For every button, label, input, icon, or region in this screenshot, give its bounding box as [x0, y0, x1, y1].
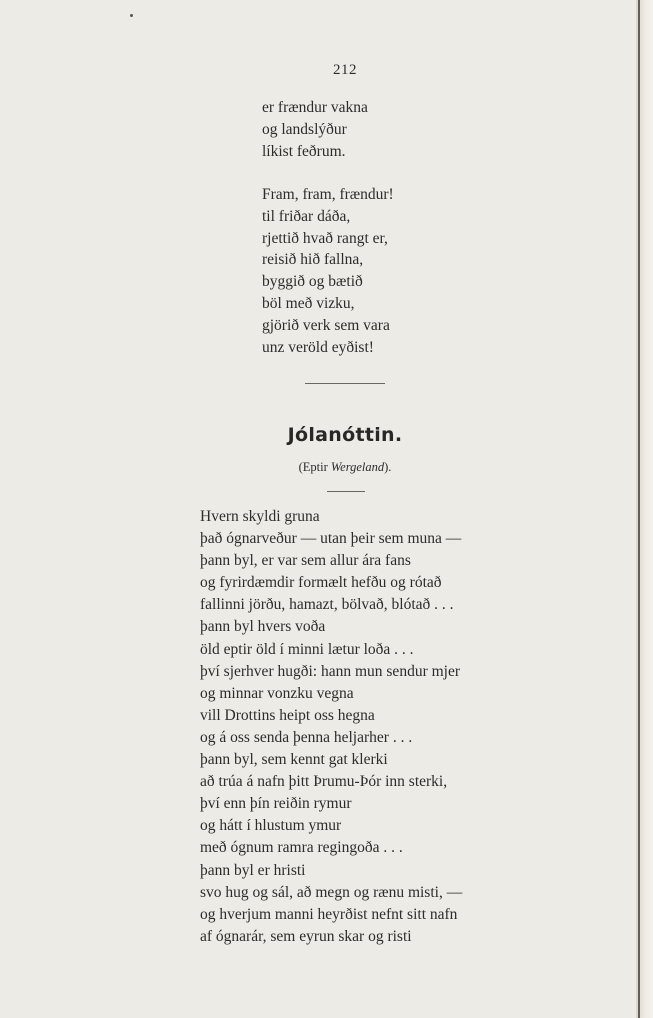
verse-line: og fyrirdæmdir formælt hefðu og rótað	[200, 574, 442, 592]
verse-line: það ógnarveður — utan þeir sem muna —	[200, 530, 462, 548]
verse-line: til friðar dáða,	[262, 207, 351, 225]
page-number: 212	[333, 62, 357, 78]
verse-line: að trúa á nafn þitt Þrumu-Þór inn sterki,	[200, 773, 448, 791]
poem-title: Jólanóttin.	[287, 424, 403, 446]
verse-line: líkist feðrum.	[262, 142, 346, 160]
verse-line: með ógnum ramra regingoða . . .	[200, 839, 403, 857]
verse-line: og landslýður	[262, 120, 347, 138]
verse-line: og hátt í hlustum ymur	[200, 817, 342, 835]
verse-line: böl með vizku,	[262, 294, 355, 312]
verse-line: unz veröld eyðist!	[262, 338, 374, 356]
ink-speck	[130, 14, 133, 17]
verse-line: af ógnarár, sem eyrun skar og risti	[200, 927, 412, 945]
stanza-2	[262, 184, 394, 358]
verse-line: rjettið hvað rangt er,	[262, 229, 388, 247]
poem-body	[200, 506, 462, 948]
verse-line: reisið hið fallna,	[262, 251, 364, 269]
verse-line: Hvern skyldi gruna	[200, 508, 320, 525]
verse-line: og hverjum manni heyrðist nefnt sitt nafn	[200, 905, 458, 923]
poem-subtitle	[0, 460, 653, 475]
verse-line: þann byl er hristi	[200, 861, 306, 879]
binding-edge	[638, 0, 640, 1018]
verse-line: fallinni jörðu, hamazt, bölvað, blótað . . .	[200, 596, 454, 614]
verse-line: svo hug og sál, að megn og rænu misti, —	[200, 883, 463, 901]
verse-line: byggið og bætið	[262, 273, 363, 291]
verse-line: og á oss senda þenna heljarher . . .	[200, 728, 413, 746]
subtitle-prefix: (Eptir	[298, 460, 331, 474]
subtitle-suffix: ).	[384, 460, 392, 474]
verse-line: því enn þín reiðin rymur	[200, 795, 352, 813]
verse-line: því sjerhver hugði: hann mun sendur mjer	[200, 662, 461, 680]
stanza-1	[262, 97, 368, 162]
verse-line: þann byl, sem kennt gat klerki	[200, 751, 388, 769]
verse-line: þann byl, er var sem allur ára fans	[200, 552, 411, 570]
verse-line: og minnar vonzku vegna	[200, 684, 354, 702]
section-divider	[305, 383, 385, 384]
subtitle-author: Wergeland	[330, 460, 385, 474]
verse-line: vill Drottins heipt oss hegna	[200, 706, 375, 724]
title-divider	[327, 491, 365, 492]
verse-line: gjörið verk sem vara	[262, 316, 390, 334]
verse-line: Fram, fram, frændur!	[262, 186, 394, 203]
verse-line: öld eptir öld í minni lætur loða . . .	[200, 640, 414, 658]
verse-line: er frændur vakna	[262, 99, 368, 116]
verse-line: þann byl hvers voða	[200, 618, 326, 636]
